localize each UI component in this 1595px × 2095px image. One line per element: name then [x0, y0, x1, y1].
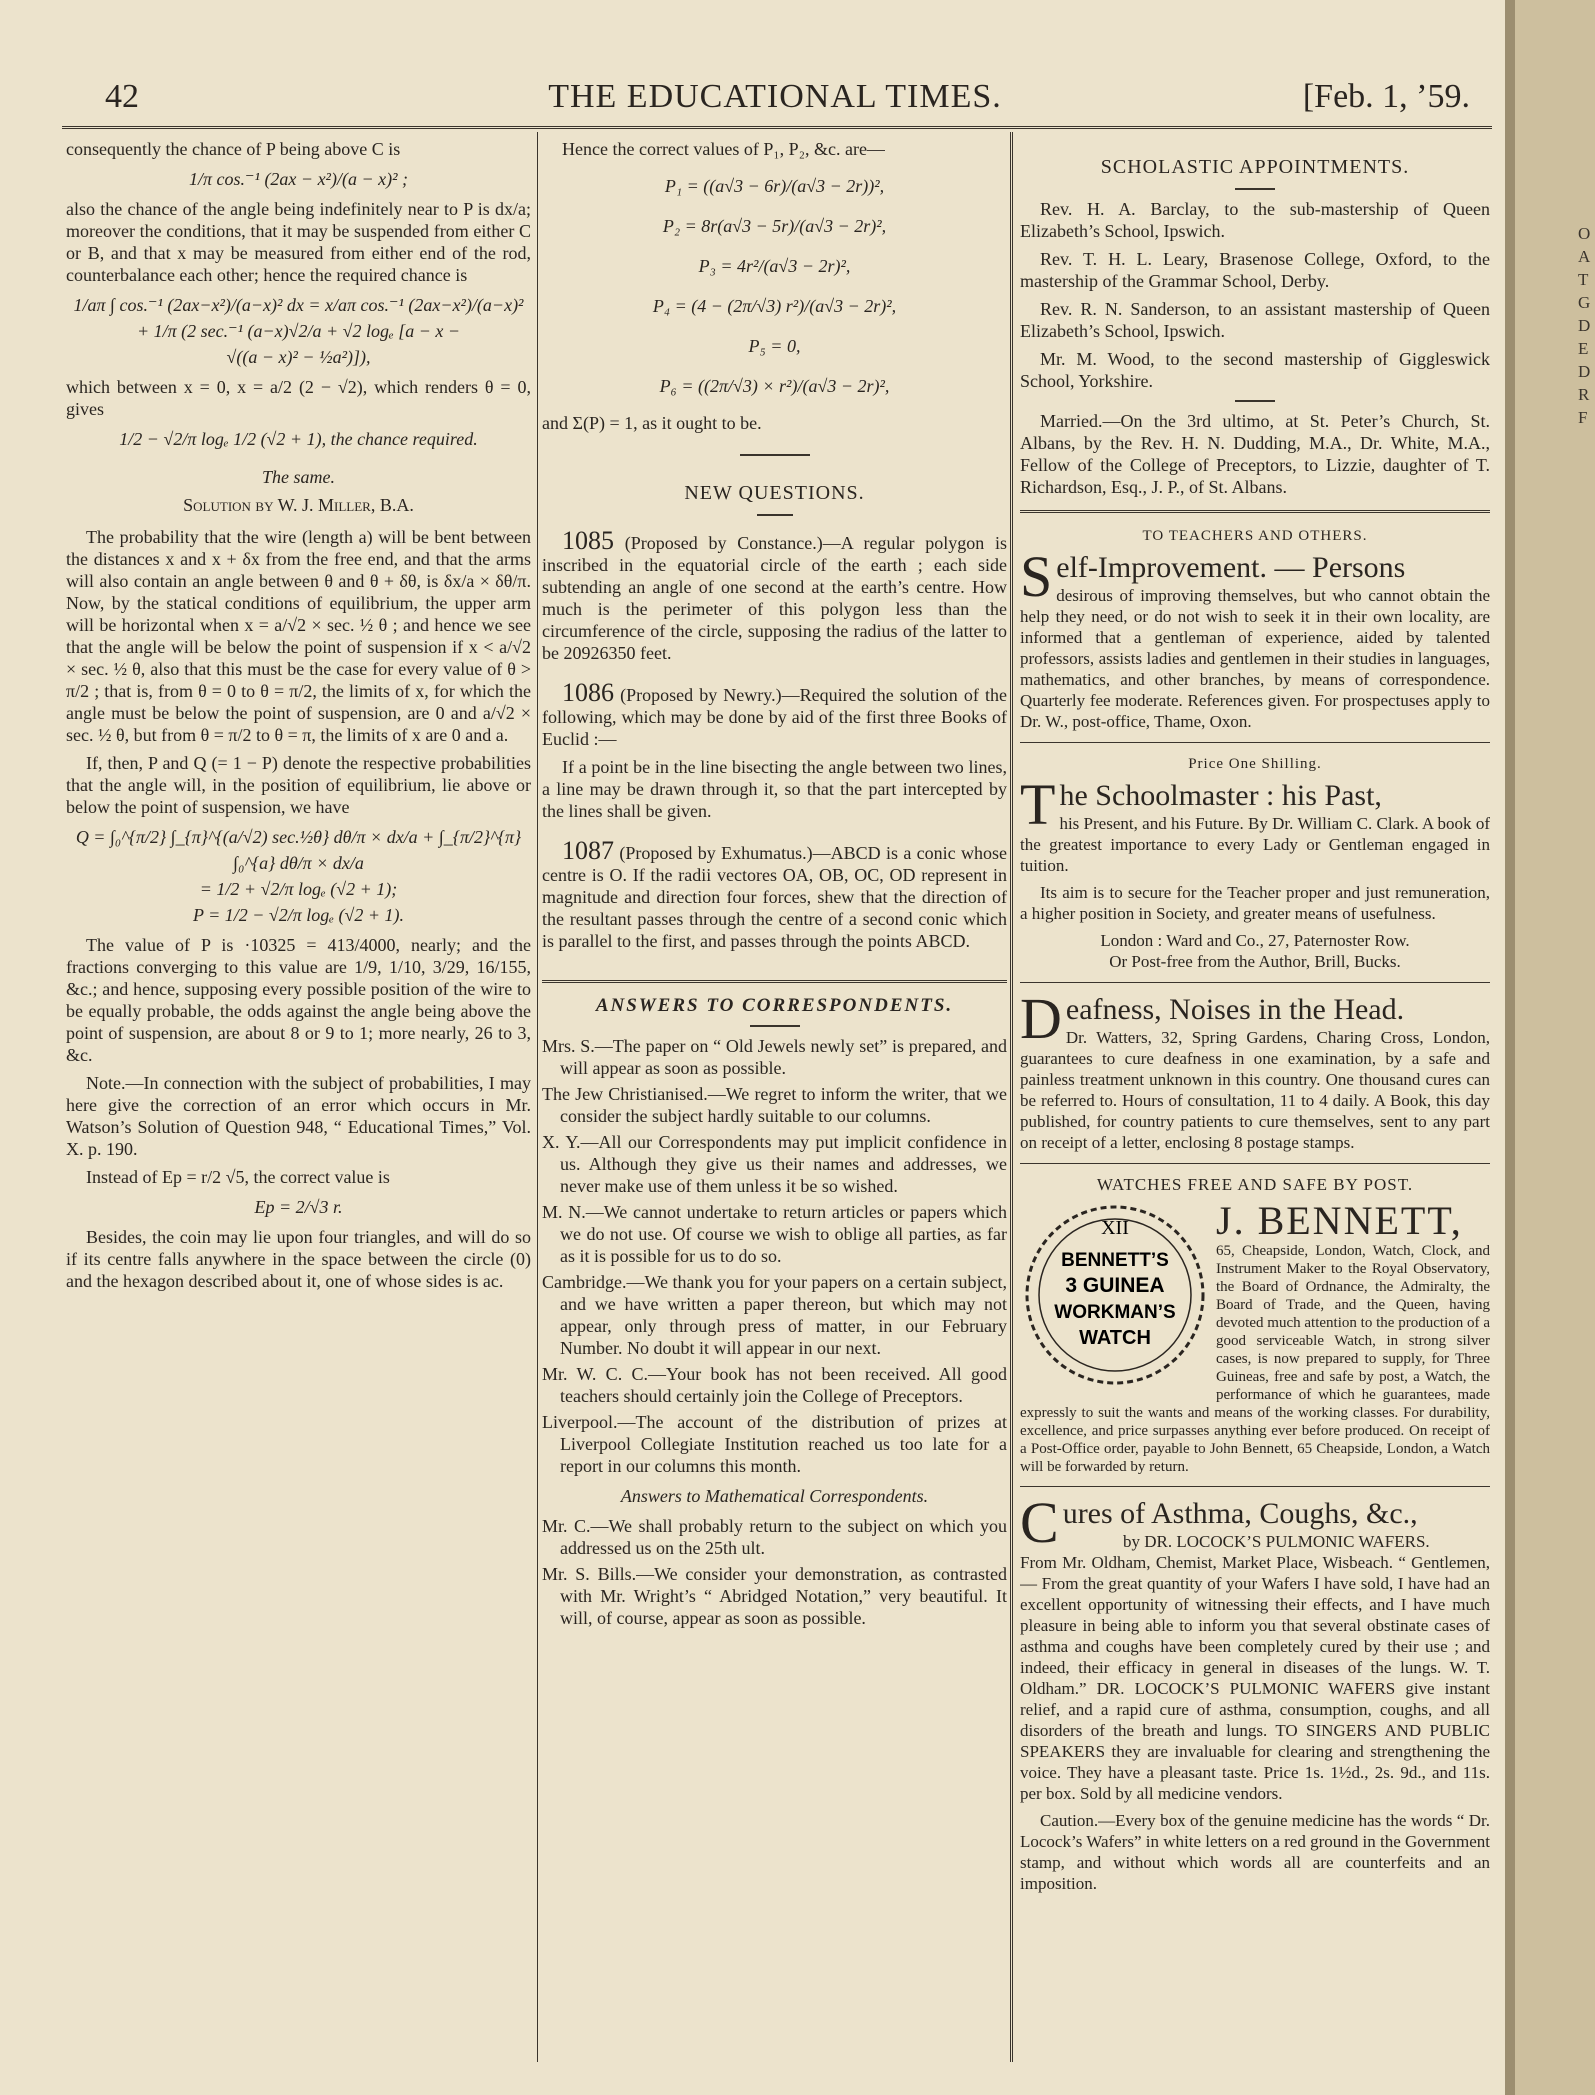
paragraph: Besides, the coin may lie upon four triangles, and will do so if its centre falls anywhere in the space between the circle (0) and the hexagon described about it, one of whose sides is ac. — [66, 1227, 531, 1291]
appointment: Rev. T. H. L. Leary, Brasenose College, Oxford, to the mastership of the Grammar School, Derby. — [1020, 249, 1490, 291]
ad-kicker: Price One Shilling. — [1188, 756, 1322, 772]
ad-text: From Mr. Oldham, Chemist, Market Place, Wisbeach. “ Gentlemen, — From the great quantity of your Wafers I have sold, I have had an excellent opportunity of witnessing their effects, and I have much pleasure in being able to inform you that several obstinate cases of asthma and coughs have been completely cured by their use ; and indeed, their efficacy in general in diseases of the lungs. W. T. Oldham.” DR. LOCOCK’S PULMONIC WAFERS give instant relief, and a rapid cure of asthma, consumption, coughs, and all disorders of the breath and lungs. TO SINGERS AND PUBLIC SPEAKERS they are invaluable for clearing and strengthening the voice. They have a pleasant taste. Price 1s. 1½d., 2s. 9d., and 11s. per box. Sold by all medicine vendors. — [1020, 1553, 1490, 1803]
ad-asthma — [1020, 1490, 1490, 1894]
paragraph: which between x = 0, x = a/2 (2 − √2), which renders θ = 0, gives — [66, 377, 531, 419]
ad-headline: J. BENNETT, — [1216, 1198, 1463, 1243]
ad-publisher: London : Ward and Co., 27, Paternoster Row. — [1100, 931, 1410, 950]
drop-cap: T — [1020, 772, 1056, 837]
divider — [1020, 742, 1490, 743]
question-1087 — [542, 836, 1007, 952]
drop-cap: D — [1020, 986, 1062, 1051]
question-text: (Proposed by Constance.)—A regular polygon is inscribed in the equatorial circle of the earth ; each side subtending an angle of one second at the earth’s centre. How much is the perimeter of this polygon less than the circumference of the circle, supposing the radius of the latter to be 20926350 feet. — [542, 533, 1007, 663]
section-heading: ANSWERS TO CORRESPONDENTS. — [595, 995, 954, 1016]
watch-numeral: XII — [1101, 1217, 1129, 1239]
adjacent-page-letters: O A T G D E D R F — [1578, 224, 1591, 427]
paragraph: consequently the chance of P being above C is — [66, 139, 401, 159]
ad-text: his Present, and his Future. By Dr. William C. Clark. A book of the greatest importance to every Lady or Gentleman engaged in tuition. — [1020, 814, 1490, 875]
answer: Cambridge.—We thank you for your papers on a certain subject, and we have written a paper thereon, but which may not appear, only through press of matter, in our February Number. No doubt it will appear in our next. — [542, 1272, 1007, 1358]
question-1085 — [542, 526, 1007, 664]
divider — [750, 1025, 800, 1027]
equation: Q = ∫₀^{π/2} ∫_{π}^{(a/√2) sec.½θ} dθ/π × dx/a + ∫_{π/2}^{π} ∫₀^{a} dθ/π × dx/a = 1/2 + √2/π logₑ (√2 + 1); P = 1/2 − √2/π logₑ (√2 + 1). — [75, 827, 522, 925]
ad-subheadline: by DR. LOCOCK’S PULMONIC WAFERS. — [1123, 1532, 1430, 1551]
paragraph: Instead of Ep = r/2 √5, the correct value is — [86, 1167, 390, 1187]
ad-text: 65, Cheapside, London, Watch, Clock, and Instrument Maker to the Royal Observatory, the Board of Ordnance, the Admiralty, the Board of Trade, and the Queen, having devoted much attention to the production of a good serviceable Watch, in strong silver cases, is now prepared to supply, for Three Guineas, free and safe by post, a Watch, the performance of which he guarantees, made expressly to suit the wants and means of the working classes. For durability, excellence, and price surpasses anything ever before produced. On receipt of a Post-Office order, payable to John Bennett, 65 Cheapside, London, a Watch will be forwarded by return. — [1020, 1243, 1490, 1475]
drop-cap: C — [1020, 1490, 1059, 1555]
ad-text: desirous of improving themselves, but who cannot obtain the help they need, or do not wish to seek it in their own locality, are informed that a gentleman of experience, aided by talented professors, assists ladies and gentlemen in their studies in languages, mathematics, and other branches, by means of correspondence. Quarterly fee moderate. References given. For prospectuses apply to Dr. W., post-office, Thame, Oxon. — [1020, 586, 1490, 731]
appointment: Rev. H. A. Barclay, to the sub-mastership of Queen Elizabeth’s School, Ipswich. — [1020, 199, 1490, 241]
ad-deafness — [1020, 986, 1490, 1153]
ad-bennett-watches — [1020, 1200, 1490, 1476]
divider — [1020, 510, 1490, 513]
watch-text: 3 GUINEA — [1065, 1274, 1165, 1297]
column-2 — [542, 138, 1007, 2048]
question-text: (Proposed by Exhumatus.)—ABCD is a conic whose centre is O. If the radii vectores OA, OB, OC, OD represent in magnitude and direction four forces, shew that the direction of the resultant passes through the centre of a second conic which is parallel to the first, and passes through the points ABCD. — [542, 843, 1007, 951]
ad-schoolmaster — [1020, 772, 1490, 972]
answer: M. N.—We cannot undertake to return articles or papers which we do not use. Of course we wish to oblige all parties, as far as it is possible for us to do so. — [542, 1202, 1007, 1266]
ad-headline: he Schoolmaster : his Past, — [1059, 779, 1382, 812]
paragraph: If, then, P and Q (= 1 − P) denote the respective probabilities that the angle will, in the position of equilibrium, lie above or below the point of suspension, we have — [66, 753, 531, 817]
divider — [757, 514, 793, 516]
ad-text: Its aim is to secure for the Teacher proper and just remuneration, a higher position in Society, and greater means of usefulness. — [1020, 883, 1490, 923]
ad-kicker: WATCHES FREE AND SAFE BY POST. — [1096, 1175, 1414, 1194]
divider — [1235, 188, 1275, 190]
divider — [1235, 400, 1275, 402]
answer: Mrs. S.—The paper on “ Old Jewels newly set” is prepared, and will appear as soon as possible. — [542, 1036, 1007, 1078]
paragraph: Note.—In connection with the subject of probabilities, I may here give the correction of an error which occurs in Mr. Watson’s Solution of Question 948, “ Educational Times,” Vol. X. p. 190. — [66, 1073, 531, 1159]
section-heading: SCHOLASTIC APPOINTMENTS. — [1100, 156, 1410, 178]
answer: Mr. W. C. C.—Your book has not been received. All good teachers should certainly join the College of Preceptors. — [542, 1364, 1007, 1406]
divider — [1020, 982, 1490, 983]
divider — [542, 980, 1007, 983]
watch-text: WATCH — [1079, 1327, 1151, 1349]
answer: Mr. C.—We shall probably return to the subject on which you addressed us on the 25th ult. — [542, 1516, 1007, 1558]
answer: The Jew Christianised.—We regret to inform the writer, that we consider the subject hardly suitable to our columns. — [542, 1084, 1007, 1126]
divider — [1020, 1163, 1490, 1164]
watch-text: BENNETT’S — [1061, 1250, 1169, 1271]
page-title: THE EDUCATIONAL TIMES. — [548, 78, 1002, 115]
column-3 — [1020, 138, 1490, 2048]
paragraph: Hence the correct values of P₁, P₂, &c. are— — [562, 139, 885, 159]
ad-publisher: Or Post-free from the Author, Brill, Bucks. — [1109, 952, 1401, 971]
header-rule — [62, 126, 1492, 129]
equation: Ep = 2/√3 r. — [254, 1197, 343, 1217]
equation: 1/2 − √2/π logₑ 1/2 (√2 + 1), the chance required. — [119, 429, 478, 449]
question-number: 1086 — [562, 678, 614, 707]
watch-illustration — [1020, 1200, 1210, 1390]
paragraph: If a point be in the line bisecting the angle between two lines, a line may be drawn through it, so that the part intercepted by the lines shall be given. — [542, 757, 1007, 821]
question-number: 1085 — [562, 526, 614, 555]
ad-headline: elf-Improvement. — Persons — [1056, 551, 1406, 584]
watch-text: WORKMAN’S — [1054, 1302, 1176, 1323]
column-divider — [537, 132, 538, 2062]
ad-caution: Caution.—Every box of the genuine medicine has the words “ Dr. Locock’s Wafers” in white letters on a red ground in the Government stamp, and without which words all are counterfeits and an imposition. — [1020, 1811, 1490, 1893]
ad-self-improvement — [1020, 544, 1490, 732]
question-text: (Proposed by Newry.)—Required the solution of the following, which may be done by aid of the first three Books of Euclid :— — [542, 685, 1007, 749]
answer: X. Y.—All our Correspondents may put implicit confidence in us. Although they give us their names and addresses, we never make use of them unless it be so wished. — [542, 1132, 1007, 1196]
subheading: The same. — [262, 467, 335, 487]
question-number: 1087 — [562, 836, 614, 865]
page-header — [80, 78, 1470, 128]
paragraph: and Σ(P) = 1, as it ought to be. — [542, 413, 762, 433]
equation: 1/π cos.⁻¹ (2ax − x²)/(a − x)² ; — [189, 169, 408, 189]
issue-date: [Feb. 1, ’59. — [1302, 78, 1470, 115]
column-divider — [1010, 132, 1013, 2062]
ad-kicker: TO TEACHERS AND OTHERS. — [1142, 528, 1368, 544]
equation: 1/aπ ∫ cos.⁻¹ (2ax−x²)/(a−x)² dx = x/aπ cos.⁻¹ (2ax−x²)/(a−x)² + 1/π (2 sec.⁻¹ (a−x)√2/a + √2 logₑ [a − x − √((a − x)² − ½a²)]), — [73, 295, 524, 367]
divider — [1020, 1486, 1490, 1487]
paragraph: The value of P is ·10325 = 413/4000, nearly; and the fractions converging to this value are 1/9, 1/10, 3/29, 16/155, &c.; and hence, supposing every possible position of the wire to be equally probable, the odds against the angle being above the point of suspension, are about 8 or 9 to 1; more nearly, 26 to 3, &c. — [66, 935, 531, 1065]
answer: Mr. S. Bills.—We consider your demonstration, as contrasted with Mr. Wright’s “ Abridged Notation,” very beautiful. It will, of course, appear as soon as possible. — [542, 1564, 1007, 1628]
byline: Solution by W. J. Miller, B.A. — [183, 495, 414, 515]
paragraph: The probability that the wire (length a) will be bent between the distances x and x + δx from the free end, and that the arms will also contain an angle between θ and θ + δθ, is δx/a × δθ/π. Now, by the statical conditions of equilibrium, the upper arm will be horizontal when x = a/√2 × sec. ½ θ ; and hence we see that the angle will be below the point of suspension if x < a/√2 × sec. ½ θ, also that this must be the case for every value of θ > π/2 ; that is, from θ = 0 to θ = π/2, the limits of x, for which the angle must be below the point of suspension, are 0 and a/√2 × sec. ½ θ, but from θ = π/2 to θ = π, the limits of x are 0 and a. — [66, 527, 531, 745]
answer: Liverpool.—The account of the distribution of prizes at Liverpool Collegiate Institution reached us too late for a report in our columns this month. — [542, 1412, 1007, 1476]
divider — [740, 454, 810, 456]
drop-cap: S — [1020, 544, 1053, 609]
marriage-notice: Married.—On the 3rd ultimo, at St. Peter’s Church, St. Albans, by the Rev. H. N. Dudding, M.A., Dr. White, M.A., Fellow of the College of Preceptors, to Lizzie, daughter of T. Richardson, Esq., J. P., of St. Albans. — [1020, 411, 1490, 497]
page-number: 42 — [105, 78, 139, 115]
question-1086 — [542, 678, 1007, 750]
section-heading: NEW QUESTIONS. — [684, 482, 865, 504]
column-1 — [66, 138, 531, 2048]
ad-headline: eafness, Noises in the Head. — [1065, 993, 1405, 1026]
appointment: Rev. R. N. Sanderson, to an assistant mastership of Queen Elizabeth’s School, Ipswich. — [1020, 299, 1490, 341]
paragraph: also the chance of the angle being indefinitely near to P is dx/a; moreover the conditions, that it may be suspended from either C or B, and that x may be measured from either end of the rod, counterbalance each other; hence the required chance is — [66, 199, 531, 285]
ad-headline: ures of Asthma, Coughs, &c., — [1062, 1497, 1418, 1530]
appointment: Mr. M. Wood, to the second mastership of Giggleswick School, Yorkshire. — [1020, 349, 1490, 391]
ad-text: Dr. Watters, 32, Spring Gardens, Charing Cross, London, guarantees to cure deafness in one examination, by a safe and painless treatment unknown in this country. One thousand cures can be referred to. Hours of consultation, 11 to 4 daily. A Book, this day published, for country patients to cure themselves, sent to any part on receipt of a letter, enclosing 8 postage stamps. — [1020, 1028, 1490, 1152]
subheading: Answers to Mathematical Correspondents. — [620, 1486, 929, 1506]
equation: P₁ = ((a√3 − 6r)/(a√3 − 2r))², P₂ = 8r(a√3 − 5r)/(a√3 − 2r)², P₃ = 4r²/(a√3 − 2r)², P₄ = (4 − (2π/√3) r²)/(a√3 − 2r)², P₅ = 0, P₆ = ((2π/√3) × r²)/(a√3 − 2r)², — [652, 176, 897, 396]
